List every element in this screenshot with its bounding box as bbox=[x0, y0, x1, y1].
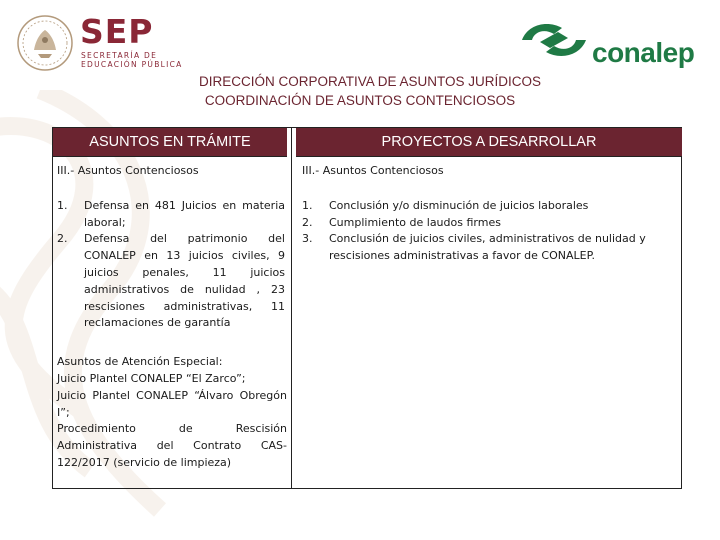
special-line: Juicio Plantel CONALEP “Álvaro Obregón I”; bbox=[57, 388, 287, 419]
list-item bbox=[302, 231, 652, 265]
special-attention-block bbox=[53, 354, 291, 472]
list-item bbox=[302, 198, 652, 215]
special-line: Juicio Plantel CONALEP “El Zarco”; bbox=[57, 371, 246, 385]
item-number: 3. bbox=[302, 232, 313, 246]
special-line: Procedimiento de Rescisión Administrativa del Contrato CAS-122/2017 (servicio de limpieza) bbox=[57, 422, 287, 469]
item-text: Cumplimiento de laudos firmes bbox=[329, 215, 501, 229]
heading-line-1: DIRECCIÓN CORPORATIVA DE ASUNTOS JURÍDICOS bbox=[198, 74, 542, 89]
item-text: Conclusión y/o disminución de juicios laborales bbox=[329, 198, 589, 212]
right-section-title: III.- Asuntos Contenciosos bbox=[302, 164, 444, 177]
item-number: 1. bbox=[57, 198, 68, 212]
sep-subtitle-line1: SECRETARÍA DE bbox=[81, 51, 158, 60]
right-items-list bbox=[292, 198, 682, 265]
column-header-in-progress: ASUNTOS EN TRÁMITE bbox=[53, 128, 287, 157]
left-section-title: III.- Asuntos Contenciosos bbox=[57, 164, 199, 177]
list-item bbox=[302, 215, 652, 232]
column-projects bbox=[291, 128, 682, 488]
item-text: Defensa en 481 Juicios en materia laboral; bbox=[84, 198, 285, 229]
sep-seal-icon bbox=[16, 14, 74, 72]
sep-subtitle bbox=[81, 51, 183, 69]
list-item bbox=[57, 231, 285, 332]
sep-logo-text: SEP bbox=[80, 12, 154, 51]
special-attention-title: Asuntos de Atención Especial: bbox=[57, 355, 223, 369]
column-in-progress bbox=[53, 128, 291, 488]
column-header-projects: PROYECTOS A DESARROLLAR bbox=[296, 128, 682, 157]
document-heading bbox=[0, 72, 720, 110]
conalep-logo-icon bbox=[518, 18, 590, 62]
item-text: Defensa del patrimonio del CONALEP en 13 juicios civiles, 9 juicios penales, 11 juicios administrativos de nulidad , 23 rescisiones administrativas, 11 reclamaciones de garantía bbox=[84, 232, 285, 330]
item-number: 2. bbox=[302, 215, 313, 229]
sep-subtitle-line2: EDUCACIÓN PÚBLICA bbox=[81, 60, 183, 69]
list-item bbox=[57, 198, 285, 232]
heading-line-2: COORDINACIÓN DE ASUNTOS CONTENCIOSOS bbox=[204, 93, 516, 108]
item-text: Conclusión de juicios civiles, administrativos de nulidad y rescisiones administrativas a favor de CONALEP. bbox=[329, 232, 646, 263]
status-table bbox=[52, 127, 682, 489]
left-items-list bbox=[53, 198, 291, 332]
item-number: 2. bbox=[57, 232, 68, 246]
item-number: 1. bbox=[302, 198, 313, 212]
conalep-logo-text: conalep bbox=[592, 37, 695, 68]
